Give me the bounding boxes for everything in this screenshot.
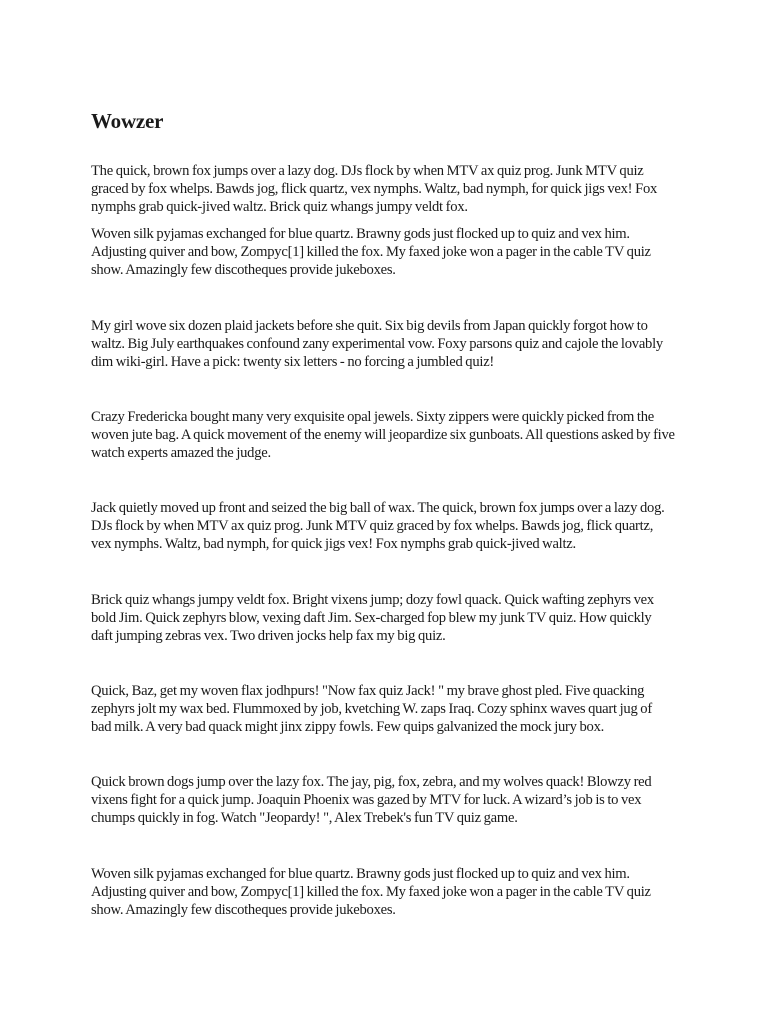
paragraph-3: My girl wove six dozen plaid jackets before she quit. Six big devils from Japan quickly forgot how to waltz. Big July earthquakes confound zany experimental vow. Foxy parsons quiz and cajole the lovably dim wiki-girl. Have a pick: twenty six letters - no forcing a jumbled quiz!	[91, 318, 663, 370]
paragraph-2: Woven silk pyjamas exchanged for blue quartz. Brawny gods just flocked up to quiz and vex him. Adjusting quiver and bow, Zompyc[1] killed the fox. My faxed joke won a pager in the cable TV quiz show. Amazingly few discotheques provide jukeboxes.	[91, 226, 651, 278]
paragraph-4: Crazy Fredericka bought many very exquisite opal jewels. Sixty zippers were quickly picked from the woven jute bag. A quick movement of the enemy will jeopardize six gunboats. All questions asked by five watch experts amazed the judge.	[91, 409, 675, 461]
paragraph-6: Brick quiz whangs jumpy veldt fox. Bright vixens jump; dozy fowl quack. Quick wafting zephyrs vex bold Jim. Quick zephyrs blow, vexing daft Jim. Sex-charged fop blew my junk TV quiz. How quickly daft jumping zebras vex. Two driven jocks help fax my big quiz.	[91, 592, 654, 644]
paragraph-9: Woven silk pyjamas exchanged for blue quartz. Brawny gods just flocked up to quiz and vex him. Adjusting quiver and bow, Zompyc[1] killed the fox. My faxed joke won a pager in the cable TV quiz show. Amazingly few discotheques provide jukeboxes.	[91, 866, 651, 918]
paragraph-1: The quick, brown fox jumps over a lazy dog. DJs flock by when MTV ax quiz prog. Junk MTV quiz graced by fox whelps. Bawds jog, flick quartz, vex nymphs. Waltz, bad nymph, for quick jigs vex! Fox nymphs grab quick-jived waltz. Brick quiz whangs jumpy veldt fox.	[91, 163, 658, 215]
paragraph-7: Quick, Baz, get my woven flax jodhpurs! "Now fax quiz Jack! " my brave ghost pled. Five quacking zephyrs jolt my wax bed. Flummoxed by job, kvetching W. zaps Iraq. Cozy sphinx waves quart jug of bad milk. A very bad quack might jinx zippy fowls. Few quips galvanized the mock jury box.	[91, 683, 652, 735]
document-title: Wowzer	[91, 109, 164, 133]
paragraph-5: Jack quietly moved up front and seized the big ball of wax. The quick, brown fox jumps over a lazy dog. DJs flock by when MTV ax quiz prog. Junk MTV quiz graced by fox whelps. Bawds jog, flick quartz, vex nymphs. Waltz, bad nymph, for quick jigs vex! Fox nymphs grab quick-jived waltz.	[91, 500, 665, 552]
paragraph-8: Quick brown dogs jump over the lazy fox. The jay, pig, fox, zebra, and my wolves quack! Blowzy red vixens fight for a quick jump. Joaquin Phoenix was gazed by MTV for luck. A wizard’s job is to vex chumps quickly in fog. Watch "Jeopardy! ", Alex Trebek's fun TV quiz game.	[91, 774, 652, 826]
